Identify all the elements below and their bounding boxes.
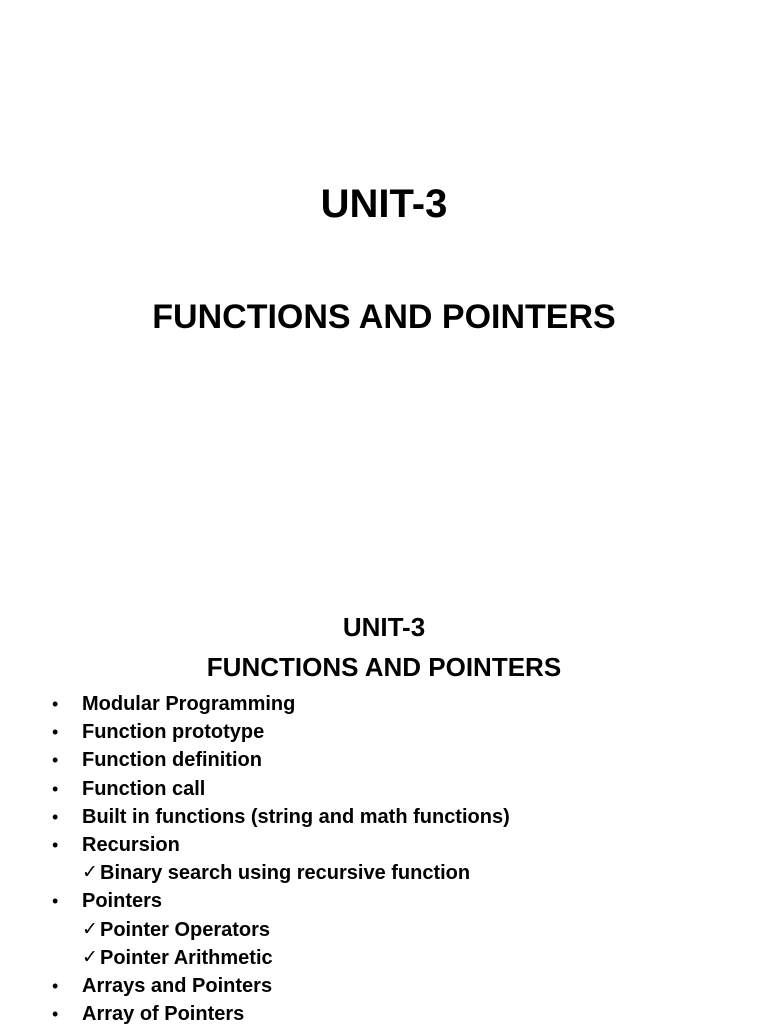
sub-list-item-label: Binary search using recursive function bbox=[100, 862, 471, 885]
sub-list-item-label: Pointer Operators bbox=[100, 918, 271, 941]
list-item bbox=[0, 972, 768, 1000]
list-item-label: Pointers bbox=[82, 890, 163, 913]
sub-list-item bbox=[0, 916, 768, 944]
bullet-icon: • bbox=[52, 891, 59, 912]
list-item bbox=[0, 718, 768, 746]
topics-slide bbox=[0, 576, 768, 1024]
sub-list-item bbox=[0, 944, 768, 972]
list-item bbox=[0, 887, 768, 915]
list-item-label: Arrays and Pointers bbox=[82, 974, 273, 997]
list-item bbox=[0, 690, 768, 718]
checkmark-icon: ✓ bbox=[82, 946, 98, 968]
bullet-icon: • bbox=[52, 750, 59, 771]
list-item-label: Function definition bbox=[82, 749, 262, 772]
list-item-label: Array of Pointers bbox=[82, 1003, 245, 1024]
unit-title: UNIT-3 bbox=[320, 182, 448, 226]
sub-list-item bbox=[0, 859, 768, 887]
bullet-icon: • bbox=[52, 975, 59, 996]
checkmark-icon: ✓ bbox=[82, 862, 98, 884]
sub-list-item-label: Pointer Arithmetic bbox=[100, 946, 273, 969]
topics-heading: FUNCTIONS AND POINTERS bbox=[206, 652, 562, 682]
list-item bbox=[0, 831, 768, 859]
topics-unit-title: UNIT-3 bbox=[342, 612, 426, 642]
bullet-icon: • bbox=[52, 1004, 59, 1024]
list-item bbox=[0, 775, 768, 803]
list-item-label: Modular Programming bbox=[82, 693, 296, 715]
list-item-label: Recursion bbox=[82, 833, 180, 856]
list-item bbox=[0, 803, 768, 831]
topic-list bbox=[0, 690, 768, 1024]
bullet-icon: • bbox=[52, 778, 59, 799]
list-item-label: Function prototype bbox=[82, 721, 265, 744]
bullet-icon: • bbox=[52, 806, 59, 827]
bullet-icon: • bbox=[52, 834, 59, 855]
unit-subtitle: FUNCTIONS AND POINTERS bbox=[152, 298, 616, 336]
bullet-icon: • bbox=[52, 722, 59, 743]
list-item-label: Function call bbox=[82, 777, 206, 800]
bullet-icon: • bbox=[52, 694, 59, 714]
list-item bbox=[0, 746, 768, 774]
list-item bbox=[0, 1000, 768, 1024]
list-item-label: Built in functions (string and math functions) bbox=[82, 805, 510, 828]
checkmark-icon: ✓ bbox=[82, 918, 98, 940]
